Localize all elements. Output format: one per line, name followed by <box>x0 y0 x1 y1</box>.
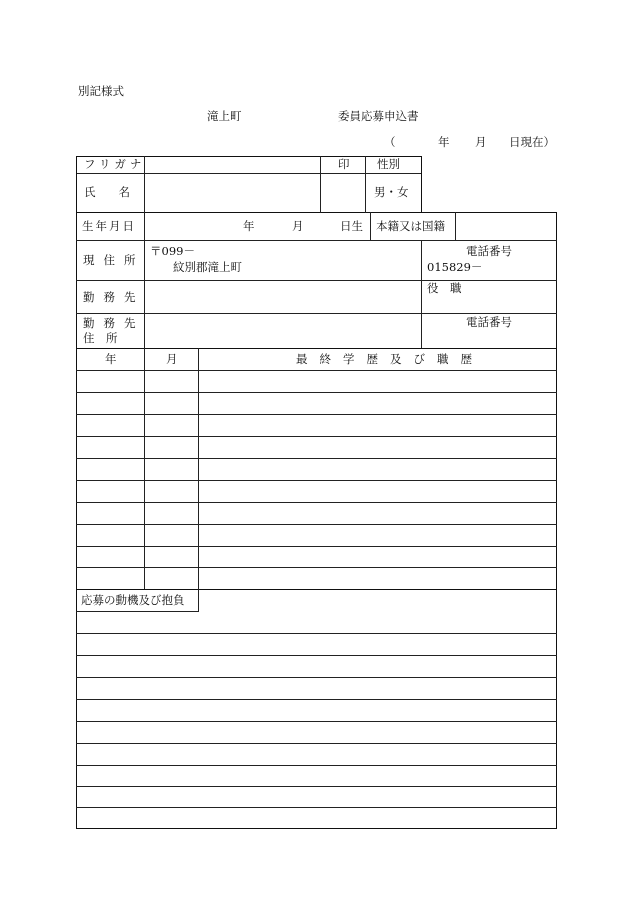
rule <box>320 156 321 213</box>
rule <box>76 240 557 241</box>
workplace-address-label-1: 勤務先 <box>83 316 145 330</box>
workplace-phone-label: 電話番号 <box>466 315 512 329</box>
rule <box>370 212 371 240</box>
motivation-line <box>76 721 557 722</box>
rule <box>144 348 145 589</box>
motivation-line <box>76 743 557 744</box>
postal-code: 〒099－ <box>150 244 195 258</box>
birth-day-label: 日生 <box>340 219 363 233</box>
rule <box>556 212 557 829</box>
rule <box>76 156 77 829</box>
rule <box>198 348 199 589</box>
history-row-rule <box>76 567 557 568</box>
motivation-line <box>76 807 557 808</box>
address-label: 現住所 <box>83 253 145 267</box>
history-row-rule <box>76 502 557 503</box>
motivation-label: 応募の動機及び抱負 <box>81 593 185 607</box>
town-name: 滝上町 <box>207 109 242 123</box>
birth-month-label: 月 <box>292 219 304 233</box>
rule <box>421 156 422 213</box>
history-row-rule <box>76 546 557 547</box>
phone-label: 電話番号 <box>466 244 512 258</box>
rule <box>76 589 557 590</box>
date-day-label: 日現在） <box>509 135 555 149</box>
history-month-header: 月 <box>166 352 178 366</box>
rule <box>76 313 557 314</box>
seal-label: 印 <box>338 157 350 171</box>
birth-year-label: 年 <box>243 219 255 233</box>
history-row-rule <box>76 524 557 525</box>
date-year-label: 年 <box>438 135 450 149</box>
rule <box>76 173 422 174</box>
motivation-line <box>76 699 557 700</box>
history-year-header: 年 <box>105 352 117 366</box>
gender-label: 性別 <box>377 157 400 171</box>
history-row-rule <box>76 436 557 437</box>
form-label: 別記様式 <box>78 84 124 98</box>
rule <box>76 280 557 281</box>
date-open-paren: （ <box>384 135 396 149</box>
position-label: 役 職 <box>427 281 462 295</box>
rule <box>76 611 199 612</box>
history-row-rule <box>76 458 557 459</box>
rule <box>365 156 366 213</box>
rule <box>76 828 557 829</box>
motivation-line <box>76 786 557 787</box>
furigana-label: フリガナ <box>84 157 146 171</box>
history-row-rule <box>76 414 557 415</box>
rule <box>198 589 199 611</box>
rule <box>76 348 557 349</box>
gender-options: 男・女 <box>374 185 409 199</box>
domicile-label: 本籍又は国籍 <box>376 219 445 233</box>
rule <box>421 240 422 348</box>
rule <box>455 212 456 240</box>
motivation-line <box>76 677 557 678</box>
motivation-line <box>76 655 557 656</box>
date-month-label: 月 <box>475 135 487 149</box>
workplace-label: 勤務先 <box>83 290 145 304</box>
phone-value: 015829－ <box>427 260 483 274</box>
history-row-rule <box>76 392 557 393</box>
page-title: 委員応募申込書 <box>338 109 419 123</box>
birth-label: 生年月日 <box>82 219 136 233</box>
motivation-line <box>76 633 557 634</box>
rule <box>76 212 557 213</box>
address-value: 紋別郡滝上町 <box>173 260 242 274</box>
workplace-address-label-2: 住 所 <box>83 331 118 345</box>
rule <box>76 370 557 371</box>
motivation-line <box>76 765 557 766</box>
history-row-rule <box>76 480 557 481</box>
history-desc-header: 最終学歴及び職歴 <box>296 352 484 366</box>
name-label: 氏 名 <box>84 185 130 199</box>
